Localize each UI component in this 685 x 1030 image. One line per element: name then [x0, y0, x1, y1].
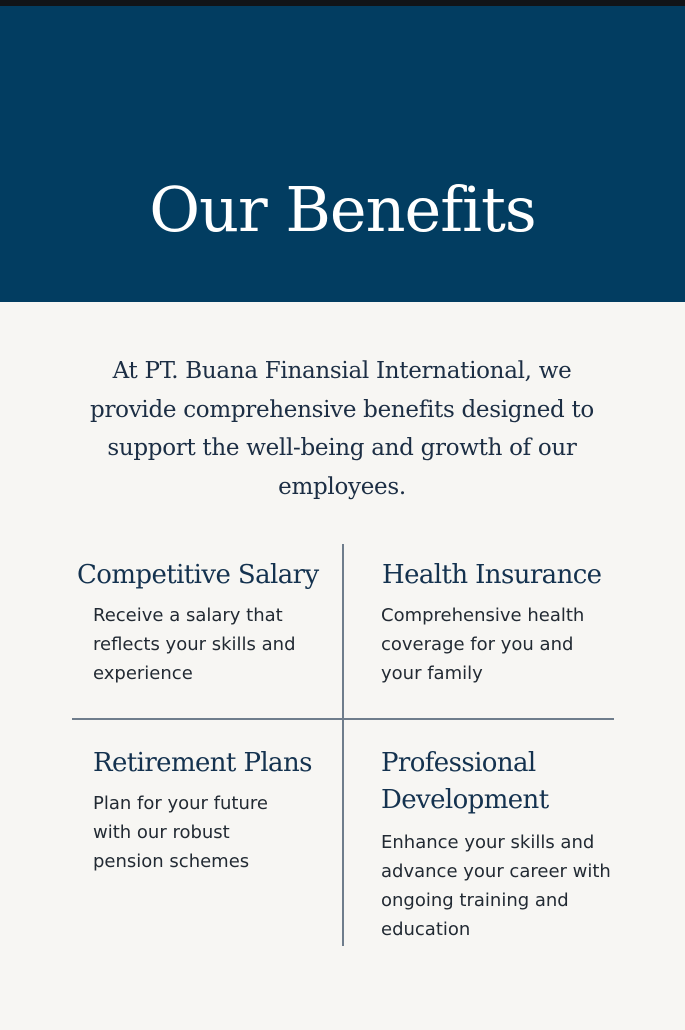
benefit-description: Receive a salary that reflects your skills and experience — [93, 605, 296, 684]
benefit-description: Enhance your skills and advance your career with ongoing training and education — [381, 832, 611, 940]
benefit-title: Professional Development — [381, 748, 549, 815]
benefit-title: Retirement Plans — [93, 748, 312, 778]
benefit-card-retirement-plans — [93, 745, 333, 876]
grid-horizontal-divider — [72, 718, 614, 720]
benefit-title: Health Insurance — [382, 560, 602, 590]
grid-vertical-divider — [342, 544, 344, 946]
benefit-card-professional-development — [381, 745, 631, 944]
benefit-description: Plan for your future with our robust pension schemes — [93, 793, 268, 872]
intro-paragraph: At PT. Buana Finansial International, we provide comprehensive benefits designed to support the well-being and growth of our employees. — [90, 358, 594, 500]
hero-banner — [0, 6, 685, 302]
benefit-card-competitive-salary — [77, 557, 327, 688]
page-title: Our Benefits — [149, 173, 536, 246]
benefit-title: Competitive Salary — [77, 560, 319, 590]
benefit-description: Comprehensive health coverage for you and your family — [381, 605, 585, 684]
benefit-card-health-insurance — [382, 557, 622, 688]
